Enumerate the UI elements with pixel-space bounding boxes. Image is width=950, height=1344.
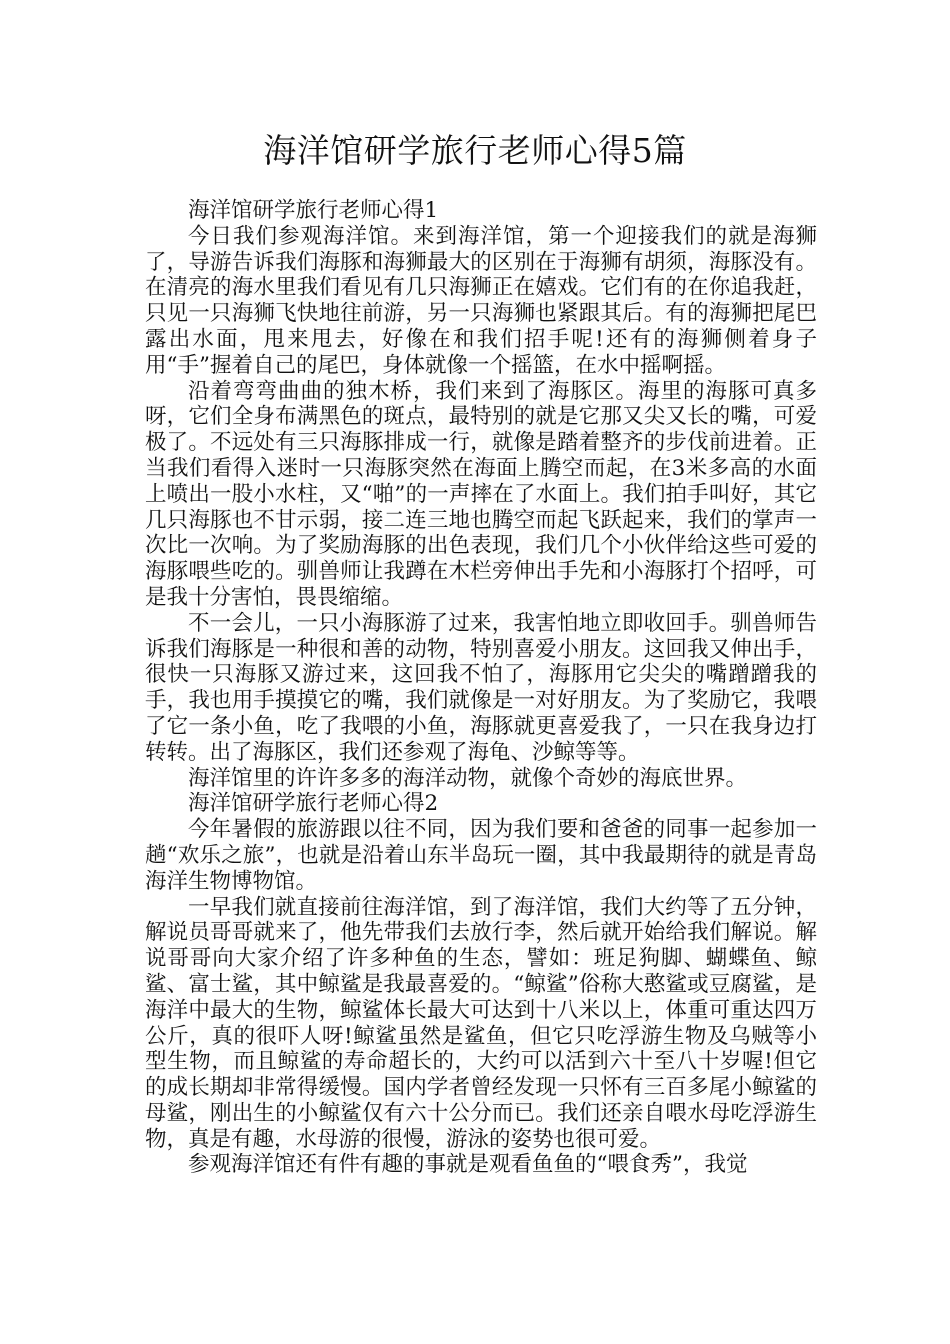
paragraph: 沿着弯弯曲曲的独木桥，我们来到了海豚区。海里的海豚可真多呀，它们全身布满黑色的斑点，最特别的就是它那又尖又长的嘴，可爱极了。不远处有三只海豚排成一行，就像是踏着整齐的步伐前进着。正当我们看得入迷时一只海豚突然在海面上腾空而起，在3米多高的水面上喷出一股小水柱，又“啪”的一声摔在了水面上。我们拍手叫好，其它几只海豚也不甘示弱，接二连三地也腾空而起飞跃起来，我们的掌声一次比一次响。为了奖励海豚的出色表现，我们几个小伙伴给这些可爱的海豚喂些吃的。驯兽师让我蹲在木栏旁伸出手先和小海豚打个招呼，可是我十分害怕，畏畏缩缩。 [145, 378, 817, 610]
paragraph: 不一会儿，一只小海豚游了过来，我害怕地立即收回手。驯兽师告诉我们海豚是一种很和善的动物，特别喜爱小朋友。这回我又伸出手，很快一只海豚又游过来，这回我不怕了，海豚用它尖尖的嘴蹭蹭我的手，我也用手摸摸它的嘴，我们就像是一对好朋友。为了奖励它，我喂了它一条小鱼，吃了我喂的小鱼，海豚就更喜爱我了，一只在我身边打转转。出了海豚区，我们还参观了海龟、沙鲸等等。 [145, 610, 817, 765]
document-title: 海洋馆研学旅行老师心得5篇 [263, 131, 687, 170]
paragraph: 海洋馆里的许许多多的海洋动物，就像个奇妙的海底世界。 [188, 765, 748, 791]
paragraph: 参观海洋馆还有件有趣的事就是观看鱼鱼的“喂食秀”，我觉 [188, 1152, 748, 1178]
section-heading-1: 海洋馆研学旅行老师心得1 [188, 198, 439, 223]
document-body [145, 198, 817, 1178]
paragraph: 今日我们参观海洋馆。来到海洋馆，第一个迎接我们的就是海狮了，导游告诉我们海豚和海狮最大的区别在于海狮有胡须，海豚没有。在清亮的海水里我们看见有几只海狮正在嬉戏。它们有的在你追我赶，只见一只海狮飞快地往前游，另一只海狮也紧跟其后。有的海狮把尾巴露出水面，甩来甩去，好像在和我们招手呢!还有的海狮侧着身子用“手”握着自己的尾巴，身体就像一个摇篮，在水中摇啊摇。 [145, 223, 817, 378]
section-heading-2: 海洋馆研学旅行老师心得2 [188, 791, 439, 817]
paragraph: 今年暑假的旅游跟以往不同，因为我们要和爸爸的同事一起参加一趟“欢乐之旅”，也就是沿着山东半岛玩一圈，其中我最期待的就是青岛海洋生物博物馆。 [145, 817, 817, 894]
paragraph: 一早我们就直接前往海洋馆，到了海洋馆，我们大约等了五分钟，解说员哥哥就来了，他先带我们去放行李，然后就开始给我们解说。解说哥哥向大家介绍了许多种鱼的生态，譬如：班足狗脚、蝴蝶鱼、鲸鲨、富士鲨，其中鲸鲨是我最喜爱的。“鲸鲨”俗称大憨鲨或豆腐鲨，是海洋中最大的生物，鲸鲨体长最大可达到十八米以上，体重可重达四万公斤，真的很吓人呀!鲸鲨虽然是鲨鱼，但它只吃浮游生物及乌贼等小型生物，而且鲸鲨的寿命超长的，大约可以活到六十至八十岁喔!但它的成长期却非常得缓慢。国内学者曾经发现一只怀有三百多尾小鲸鲨的母鲨，刚出生的小鲸鲨仅有六十公分而已。我们还亲自喂水母吃浮游生物，真是有趣，水母游的很慢，游泳的姿势也很可爱。 [145, 894, 817, 1152]
